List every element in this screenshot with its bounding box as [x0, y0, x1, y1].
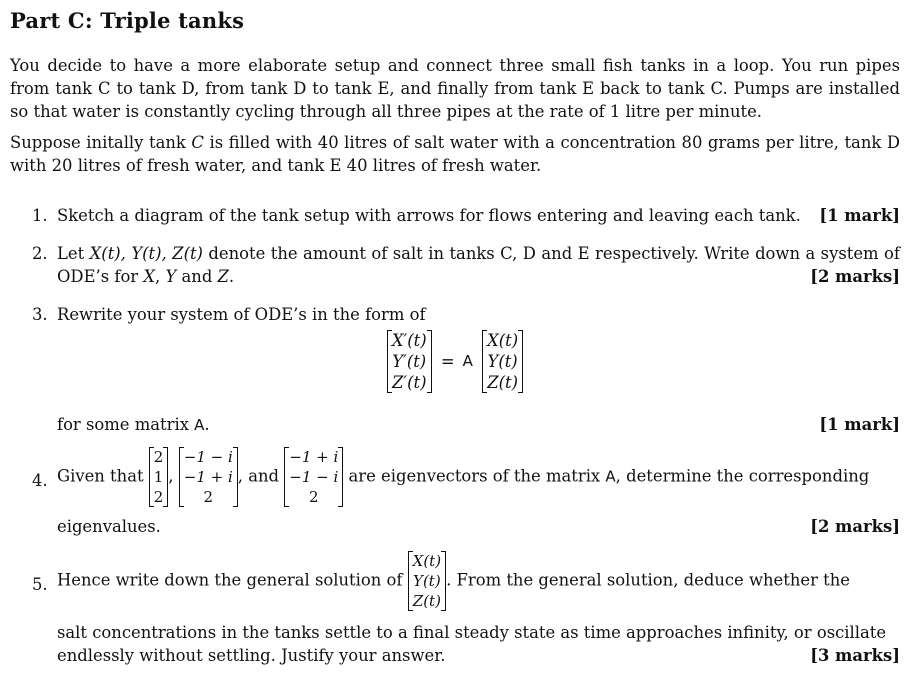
state-vector: X(t) Y(t) Z(t) [482, 330, 523, 393]
question-4: 4. Given that 2 1 2 , −1 − i −1 + i 2 , and −1 + i −1 − i 2 are eigenvectors of the matrix A, determine the corresponding eigenvalues. [2 marks] [32, 448, 900, 536]
marks-label: [3 marks] [810, 646, 900, 665]
page-title: Part C: Triple tanks [10, 8, 245, 33]
question-number: 1. [32, 206, 48, 225]
derivative-vector: X′(t) Y′(t) Z′(t) [387, 330, 432, 393]
question-5: 5. Hence write down the general solution of X(t) Y(t) Z(t) . From the general solution, deduce whether the salt concentrations in the tanks settle to a final steady state as time approaches infinity, or oscillate endlessly without settling. Justify your answer. [3 marks] [32, 552, 900, 665]
marks-label: [2 marks] [810, 517, 900, 536]
question-text: Rewrite your system of ODE’s in the form of [57, 305, 426, 324]
solution-vector: X(t) Y(t) Z(t) [408, 551, 446, 611]
question-text: Sketch a diagram of the tank setup with arrows for flows entering and leaving each tank. [57, 206, 801, 225]
question-number: 3. [32, 305, 48, 324]
eigenvector-2: −1 − i −1 + i 2 [179, 447, 238, 507]
marks-label: [1 mark] [819, 415, 900, 434]
question-1 [10, 204, 900, 227]
question-number: 5. [32, 575, 48, 594]
intro-paragraph-2: Suppose initally tank C is filled with 40 litres of salt water with a concentration 80 grams per litre, tank D with 20 litres of fresh water, and tank E 40 litres of fresh water. [10, 133, 900, 175]
marks-label: [1 mark] [819, 206, 900, 225]
question-2: 2. Let X(t), Y(t), Z(t) denote the amount of salt in tanks C, D and E respectively. Write down a system of ODE’s for X, Y and Z. [2 marks] [32, 244, 900, 286]
marks-label: [2 marks] [810, 267, 900, 286]
eigenvector-1: 2 1 2 [149, 447, 169, 507]
question-number: 4. [32, 471, 48, 490]
question-3: 3. Rewrite your system of ODE’s in the form of X′(t) Y′(t) Z′(t) = A X(t) Y(t) Z(t) for some matrix A. [1 mark] [10, 303, 900, 437]
document [10, 8, 900, 667]
question-number: 2. [32, 244, 48, 263]
eigenvector-3: −1 + i −1 − i 2 [284, 447, 343, 507]
intro-paragraph-1: You decide to have a more elaborate setup and connect three small fish tanks in a loop. You run pipes from tank C to tank D, from tank D to tank E, and finally from tank E back to tank C. Pumps are installed so that water is constantly cycling through all three pipes at the rate of 1 litre per minute. [10, 56, 900, 121]
matrix-equation: X′(t) Y′(t) Z′(t) = A X(t) Y(t) Z(t) [10, 330, 900, 393]
